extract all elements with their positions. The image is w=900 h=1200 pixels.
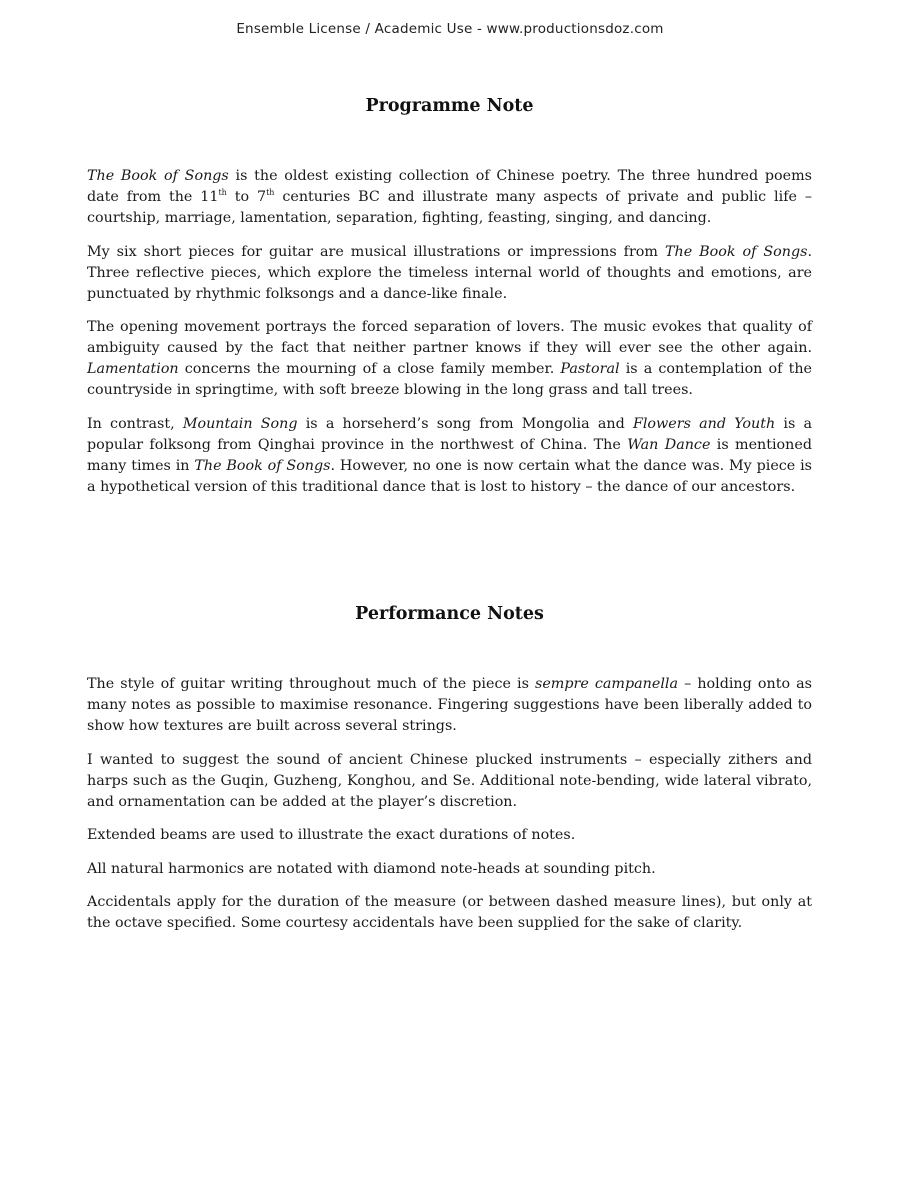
performance-notes-section [87, 604, 812, 947]
performance-paragraph-1 [87, 674, 812, 737]
text-run: centuries BC and illustrate many aspects of private and public life – courtship, marriage, lamentation, separation, fighting, feasting, singing, and dancing. [87, 189, 812, 226]
performance-notes-title: Performance Notes [355, 604, 544, 624]
programme-note-section [87, 96, 812, 510]
book-title-ref: The Book of Songs [87, 168, 229, 184]
movement-title-ref: Flowers and Youth [632, 415, 776, 432]
text-run: is mentioned many times in [87, 436, 812, 474]
movement-title-ref: Lamentation [87, 361, 179, 377]
text-run: is a horseherd’s song from Mongolia and [297, 415, 633, 432]
book-title-ref: The Book of Songs [194, 457, 331, 474]
performance-paragraph-2: I wanted to suggest the sound of ancient Chinese plucked instruments – especially zithers and harps such as the Guqin, Guzheng, Konghou, and Se. Additional note-bending, wide lateral vibrato, and ornamentation can be added at the player’s discretion. [87, 751, 812, 810]
text-run: In contrast, [87, 415, 183, 432]
performance-paragraph-5: Accidentals apply for the duration of the measure (or between dashed measure lines), but only at the octave specified. Some courtesy accidentals have been supplied for the sake of clarity. [87, 894, 812, 931]
text-run: is the oldest existing collection of Chinese poetry. The three hundred poems date from the 11 [87, 168, 812, 205]
text-run: concerns the mourning of a close family member. [178, 361, 561, 377]
performance-paragraph-3: Extended beams are used to illustrate the exact durations of notes. [87, 827, 576, 843]
text-run: to 7 [226, 189, 267, 205]
text-run: . Three reflective pieces, which explore the timeless internal world of thoughts and emotions, are punctuated by rhythmic folksongs and a dance-like finale. [87, 243, 812, 302]
movement-title-ref: Pastoral [560, 361, 620, 377]
text-run: My six short pieces for guitar are musical illustrations or impressions from [87, 243, 665, 260]
programme-note-title: Programme Note [365, 96, 534, 116]
programme-paragraph-3 [87, 317, 812, 401]
programme-paragraph-4 [87, 414, 812, 498]
movement-title-ref: Wan Dance [627, 436, 711, 453]
technique-term: sempre campanella [535, 676, 678, 692]
programme-paragraph-2 [87, 242, 812, 305]
programme-note-body [87, 166, 812, 498]
text-run: is a contemplation of the countryside in springtime, with soft breeze blowing in the long grass and tall trees. [87, 361, 813, 398]
text-run: The opening movement portrays the forced separation of lovers. The music evokes that quality of ambiguity caused by the fact that neither partner knows if they will ever see the other again. [87, 319, 812, 356]
license-header: Ensemble License / Academic Use - www.productionsdoz.com [236, 21, 664, 37]
text-run: . However, no one is now certain what the dance was. My piece is a hypothetical version of this traditional dance that is lost to history – the dance of our ancestors. [87, 457, 812, 495]
text-run: The style of guitar writing throughout much of the piece is [87, 676, 535, 692]
text-run: – holding onto as many notes as possible to maximise resonance. Fingering suggestions have been liberally added to show how textures are built across several strings. [87, 676, 812, 734]
programme-paragraph-1 [87, 166, 812, 229]
superscript: th [266, 188, 275, 198]
superscript: th [218, 188, 227, 198]
performance-notes-body [87, 674, 812, 934]
book-title-ref: The Book of Songs [664, 243, 808, 260]
movement-title-ref: Mountain Song [182, 415, 298, 432]
text-run: is a popular folksong from Qinghai province in the northwest of China. The [87, 415, 813, 453]
performance-paragraph-4: All natural harmonics are notated with diamond note-heads at sounding pitch. [87, 860, 656, 877]
